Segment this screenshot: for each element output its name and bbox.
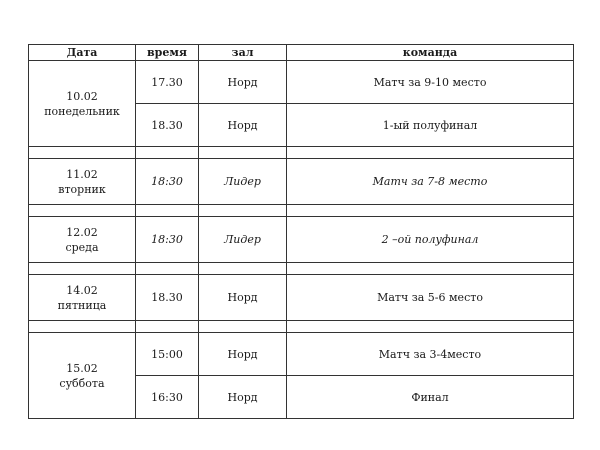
spacer-row: [29, 263, 574, 275]
date-value: 12.02: [66, 225, 98, 239]
match-cell: Матч за 9-10 место: [287, 61, 574, 104]
table-row: [29, 217, 574, 263]
date-value: 11.02: [66, 167, 98, 181]
header-date: Дата: [29, 45, 136, 61]
spacer-row: [29, 205, 574, 217]
hall-cell: Лидер: [199, 159, 287, 205]
date-value: 14.02: [66, 283, 98, 297]
time-cell: 18:30: [136, 217, 199, 263]
spacer-row: [29, 147, 574, 159]
header-hall: зал: [199, 45, 287, 61]
date-cell: [29, 217, 136, 263]
hall-cell: Норд: [199, 104, 287, 147]
date-cell: [29, 333, 136, 419]
weekday-value: суббота: [59, 376, 105, 390]
match-cell: Матч за 7-8 место: [287, 159, 574, 205]
time-cell: 18:30: [136, 159, 199, 205]
date-cell: [29, 61, 136, 147]
weekday-value: понедельник: [44, 104, 120, 118]
time-cell: 15:00: [136, 333, 199, 376]
hall-cell: Норд: [199, 275, 287, 321]
weekday-value: вторник: [58, 182, 106, 196]
header-time: время: [136, 45, 199, 61]
hall-cell: Норд: [199, 333, 287, 376]
date-cell: [29, 275, 136, 321]
table-row: [29, 61, 574, 104]
table-row: [29, 159, 574, 205]
header-row: [29, 45, 574, 61]
table-row: [29, 275, 574, 321]
schedule-table: [28, 44, 574, 419]
date-value: 10.02: [66, 89, 98, 103]
time-cell: 18.30: [136, 104, 199, 147]
weekday-value: среда: [65, 240, 99, 254]
time-cell: 16:30: [136, 376, 199, 419]
match-cell: 1-ый полуфинал: [287, 104, 574, 147]
date-value: 15.02: [66, 361, 98, 375]
match-cell: Матч за 5-6 место: [287, 275, 574, 321]
match-cell: Матч за 3-4место: [287, 333, 574, 376]
hall-cell: Норд: [199, 376, 287, 419]
date-cell: [29, 159, 136, 205]
match-cell: Финал: [287, 376, 574, 419]
match-cell: 2 –ой полуфинал: [287, 217, 574, 263]
spacer-row: [29, 321, 574, 333]
table-row: [29, 333, 574, 376]
time-cell: 17.30: [136, 61, 199, 104]
weekday-value: пятница: [57, 298, 107, 312]
header-team: команда: [287, 45, 574, 61]
hall-cell: Норд: [199, 61, 287, 104]
hall-cell: Лидер: [199, 217, 287, 263]
time-cell: 18.30: [136, 275, 199, 321]
